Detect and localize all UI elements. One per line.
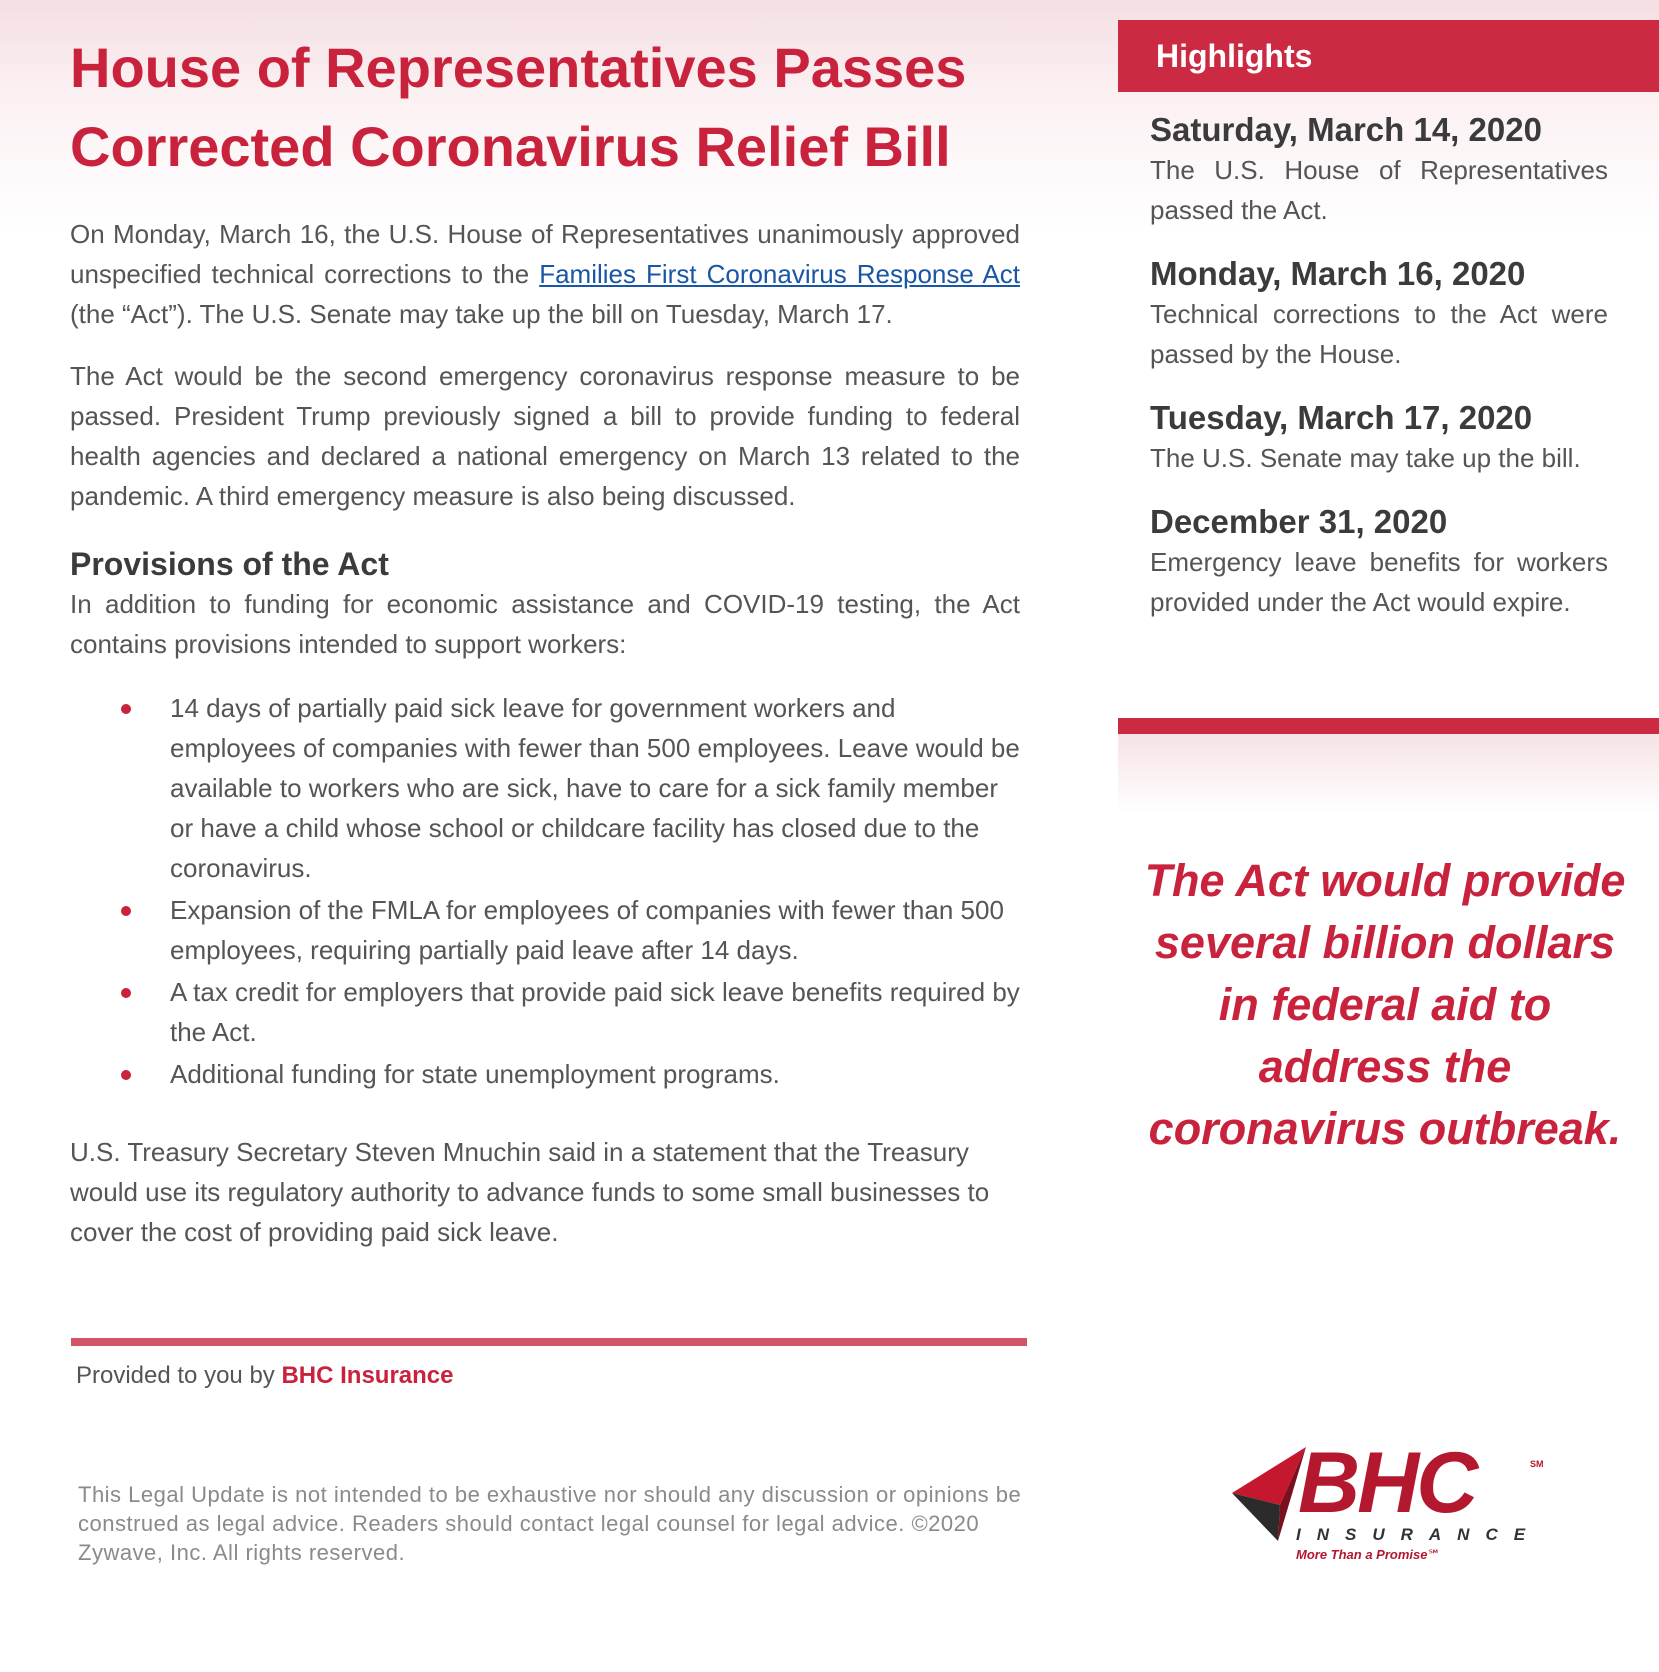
list-item-text: 14 days of partially paid sick leave for government workers and employees of companies with fewer than 500 employees. Leave would be available to workers who are sick, have to care for a sick family member or have a child whose school or childcare facility has closed due to the coronavirus. xyxy=(170,693,1020,883)
highlight-date: Tuesday, March 17, 2020 xyxy=(1150,399,1533,436)
families-first-act-link[interactable]: Families First Coronavirus Response Act xyxy=(539,259,1020,289)
intro-paragraph xyxy=(70,214,1020,334)
title-line-2: Corrected Coronavirus Relief Bill xyxy=(70,115,951,178)
footer-divider xyxy=(71,1338,1027,1346)
highlight-item xyxy=(1150,110,1608,230)
main-column xyxy=(70,28,1020,1252)
provided-by-prefix: Provided to you by xyxy=(76,1362,282,1389)
highlight-date: December 31, 2020 xyxy=(1150,503,1448,540)
highlight-item xyxy=(1150,254,1608,374)
list-item xyxy=(70,1054,1020,1094)
legal-disclaimer: This Legal Update is not intended to be exhaustive nor should any discussion or opinions be construed as legal advice. Readers should contact legal counsel for legal advice. ©2020 Zywave, Inc. All rights reserved. xyxy=(78,1482,1022,1565)
highlight-date: Monday, March 16, 2020 xyxy=(1150,255,1526,292)
bullet-icon xyxy=(121,906,131,916)
list-item-text: Additional funding for state unemployment programs. xyxy=(170,1059,780,1089)
highlights-sidebar xyxy=(1118,20,1659,646)
title-line-1: House of Representatives Passes xyxy=(70,36,967,99)
highlights-header: Highlights xyxy=(1118,20,1659,92)
logo-service-mark: SM xyxy=(1530,1459,1544,1469)
highlight-item xyxy=(1150,502,1608,622)
list-item-text: A tax credit for employers that provide paid sick leave benefits required by the Act. xyxy=(170,977,1020,1047)
highlights-list xyxy=(1118,92,1659,622)
highlight-text: The U.S. House of Representatives passed the Act. xyxy=(1150,155,1608,225)
provisions-intro: In addition to funding for economic assistance and COVID-19 testing, the Act contains provisions intended to support workers: xyxy=(70,589,1020,659)
highlight-date: Saturday, March 14, 2020 xyxy=(1150,111,1542,148)
bullet-icon xyxy=(121,1070,131,1080)
list-item xyxy=(70,688,1020,888)
highlight-text: Technical corrections to the Act were passed by the House. xyxy=(1150,299,1608,369)
list-item xyxy=(70,972,1020,1052)
logo-letters: BHC xyxy=(1298,1435,1476,1531)
provisions-heading: Provisions of the Act xyxy=(70,546,389,582)
closing-paragraph: U.S. Treasury Secretary Steven Mnuchin said in a statement that the Treasury would use its regulatory authority to advance funds to some small businesses to cover the cost of providing paid sick leave. xyxy=(70,1137,990,1247)
list-item xyxy=(70,890,1020,970)
logo-subtitle: INSURANCE xyxy=(1296,1525,1542,1544)
bullet-icon xyxy=(121,704,131,714)
sidebar-divider xyxy=(1118,718,1659,734)
bhc-insurance-logo xyxy=(1228,1435,1544,1565)
context-paragraph: The Act would be the second emergency coronavirus response measure to be passed. President Trump previously signed a bill to provide funding to federal health agencies and declared a national emergency on March 13 related to the pandemic. A third emergency measure is also being discussed. xyxy=(70,361,1020,511)
logo-tagline: More Than a Promise℠ xyxy=(1296,1547,1441,1562)
provisions-list xyxy=(70,688,1020,1094)
provided-by-brand: BHC Insurance xyxy=(281,1362,454,1389)
intro-text-before-link: On Monday, March 16, the U.S. House of Representatives unanimously approved unspecified technical corrections to the xyxy=(70,219,1020,289)
provided-by-line xyxy=(76,1362,454,1390)
bullet-icon xyxy=(121,988,131,998)
pull-quote: The Act would provide several billion dollars in federal aid to address the coronavirus outbreak. xyxy=(1144,855,1626,1154)
page-title xyxy=(70,28,1020,186)
list-item-text: Expansion of the FMLA for employees of companies with fewer than 500 employees, requiring partially paid leave after 14 days. xyxy=(170,895,1004,965)
highlight-text: The U.S. Senate may take up the bill. xyxy=(1150,443,1581,473)
highlight-item xyxy=(1150,398,1608,478)
intro-text-after-link: (the “Act”). The U.S. Senate may take up the bill on Tuesday, March 17. xyxy=(70,299,893,329)
highlight-text: Emergency leave benefits for workers provided under the Act would expire. xyxy=(1150,547,1608,617)
sidebar-fade xyxy=(1118,734,1659,814)
